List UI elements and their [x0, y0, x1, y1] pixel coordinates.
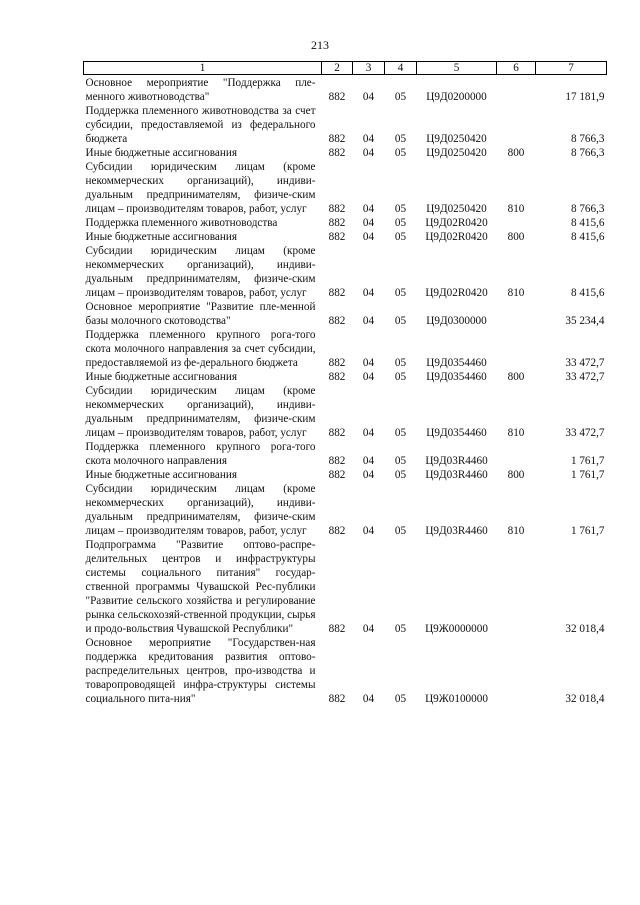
row-target-article: Ц9Д02R0420	[425, 217, 488, 229]
row-subsection: 05	[394, 217, 407, 229]
row-target-article: Ц9Д02R0420	[425, 231, 488, 243]
table-row	[84, 160, 607, 216]
row-subsection: 05	[394, 203, 407, 215]
row-section: 04	[362, 525, 375, 537]
row-subsection: 05	[394, 147, 407, 159]
column-header-1: 1	[84, 62, 322, 75]
table-row	[84, 75, 607, 105]
row-name: Основное мероприятие "Государствен-ная поддержка кредитования развития оптово-распределительных центров, про-изводства и товаропроводящей инфра-структуры системы социального пита-ния"	[85, 637, 316, 705]
row-expense-type	[497, 538, 536, 636]
row-expense-type: 800	[507, 371, 525, 383]
row-expense-type	[497, 216, 536, 230]
table-row	[84, 370, 607, 384]
row-expense-type	[497, 636, 536, 706]
table-row	[84, 328, 607, 370]
table-row	[84, 384, 607, 440]
row-expense-type: 810	[507, 427, 525, 439]
table-header	[84, 62, 607, 75]
row-amount: 33 472,7	[565, 357, 605, 369]
row-admin-code: 882	[328, 469, 346, 481]
column-header-5: 5	[417, 62, 497, 75]
row-amount: 8 766,3	[570, 133, 605, 145]
row-name: Поддержка племенного животноводства	[85, 217, 278, 229]
table-row	[84, 538, 607, 636]
row-expense-type	[497, 328, 536, 370]
row-name: Субсидии юридическим лицам (кроме некоммерческих организаций), индиви-дуальным предпринимателям, физиче-ским лицам – производителям товаров, работ, услуг	[85, 385, 316, 439]
row-target-article: Ц9Д03R4460	[425, 455, 488, 467]
row-name: Иные бюджетные ассигнования	[85, 231, 237, 243]
table-row	[84, 104, 607, 146]
row-amount: 1 761,7	[570, 469, 605, 481]
row-subsection: 05	[394, 315, 407, 327]
row-admin-code: 882	[328, 315, 346, 327]
row-subsection: 05	[394, 357, 407, 369]
column-header-3: 3	[353, 62, 385, 75]
row-section: 04	[362, 469, 375, 481]
row-target-article: Ц9Д0354460	[426, 357, 487, 369]
row-expense-type	[497, 104, 536, 146]
row-target-article: Ц9Д0250420	[426, 203, 487, 215]
page-number: 213	[311, 38, 329, 52]
row-expense-type: 810	[507, 203, 525, 215]
row-amount: 33 472,7	[565, 371, 605, 383]
row-section: 04	[362, 203, 375, 215]
row-name: Поддержка племенного животноводства за счет субсидии, предоставляемой из федерального бюджета	[85, 105, 316, 145]
row-amount: 8 415,6	[570, 287, 605, 299]
row-name: Субсидии юридическим лицам (кроме некоммерческих организаций), индиви-дуальным предпринимателям, физиче-ским лицам – производителям товаров, работ, услуг	[85, 161, 316, 215]
table-row	[84, 216, 607, 230]
row-section: 04	[362, 371, 375, 383]
row-section: 04	[362, 133, 375, 145]
row-expense-type	[497, 75, 536, 105]
row-name: Основное мероприятие "Поддержка пле-менного животноводства"	[85, 77, 316, 103]
row-name: Иные бюджетные ассигнования	[85, 469, 237, 481]
row-subsection: 05	[394, 427, 407, 439]
row-target-article: Ц9Д0250420	[426, 147, 487, 159]
table-row	[84, 440, 607, 468]
row-amount: 1 761,7	[570, 455, 605, 467]
row-expense-type: 800	[507, 147, 525, 159]
row-subsection: 05	[394, 623, 407, 635]
row-target-article: Ц9Д03R4460	[425, 469, 488, 481]
row-target-article: Ц9Ж0000000	[425, 623, 488, 635]
row-admin-code: 882	[328, 217, 346, 229]
row-admin-code: 882	[328, 525, 346, 537]
row-target-article: Ц9Д02R0420	[425, 287, 488, 299]
column-header-2: 2	[322, 62, 353, 75]
row-amount: 32 018,4	[565, 623, 605, 635]
row-subsection: 05	[394, 371, 407, 383]
row-section: 04	[362, 231, 375, 243]
row-section: 04	[362, 357, 375, 369]
row-amount: 35 234,4	[565, 315, 605, 327]
row-subsection: 05	[394, 91, 407, 103]
row-section: 04	[362, 693, 375, 705]
row-admin-code: 882	[328, 427, 346, 439]
row-subsection: 05	[394, 231, 407, 243]
row-amount: 1 761,7	[570, 525, 605, 537]
row-name: Субсидии юридическим лицам (кроме некоммерческих организаций), индиви-дуальным предпринимателям, физиче-ским лицам – производителям товаров, работ, услуг	[85, 483, 316, 537]
row-section: 04	[362, 623, 375, 635]
row-section: 04	[362, 315, 375, 327]
table-row	[84, 244, 607, 300]
row-admin-code: 882	[328, 91, 346, 103]
table-row	[84, 468, 607, 482]
row-target-article: Ц9Д0300000	[426, 315, 487, 327]
row-target-article: Ц9Д0354460	[426, 371, 487, 383]
row-target-article: Ц9Д03R4460	[425, 525, 488, 537]
column-header-6: 6	[497, 62, 536, 75]
row-expense-type: 800	[507, 231, 525, 243]
row-expense-type	[497, 440, 536, 468]
row-name: Иные бюджетные ассигнования	[85, 371, 237, 383]
row-admin-code: 882	[328, 231, 346, 243]
row-admin-code: 882	[328, 455, 346, 467]
row-expense-type	[497, 300, 536, 328]
column-header-4: 4	[385, 62, 417, 75]
column-header-7: 7	[536, 62, 607, 75]
row-subsection: 05	[394, 525, 407, 537]
row-name: Основное мероприятие "Развитие пле-менной базы молочного скотоводства"	[85, 301, 316, 327]
table-row	[84, 300, 607, 328]
row-section: 04	[362, 427, 375, 439]
row-expense-type: 810	[507, 287, 525, 299]
row-amount: 8 415,6	[570, 231, 605, 243]
row-subsection: 05	[394, 287, 407, 299]
row-admin-code: 882	[328, 357, 346, 369]
row-target-article: Ц9Д0354460	[426, 427, 487, 439]
row-amount: 33 472,7	[565, 427, 605, 439]
row-amount: 17 181,9	[565, 91, 605, 103]
row-section: 04	[362, 455, 375, 467]
row-target-article: Ц9Ж0100000	[425, 693, 488, 705]
row-admin-code: 882	[328, 371, 346, 383]
row-subsection: 05	[394, 693, 407, 705]
row-name: Подпрограмма "Развитие оптово-распре-делительных центров и инфраструктуры системы социального питания" государ-ственной программы Чувашской Рес-публики "Развитие сельского хозяйства и регулирование рынка сельскохозяй-ственной продукции, сырья и продо-вольствия Чувашской Республики"	[85, 539, 316, 635]
header-row	[84, 62, 607, 75]
table-row	[84, 636, 607, 706]
row-subsection: 05	[394, 469, 407, 481]
row-name: Поддержка племенного крупного рога-того скота молочного направления за счет субсидии, предоставляемой из фе-дерального бюджета	[85, 329, 316, 369]
row-name: Иные бюджетные ассигнования	[85, 147, 237, 159]
row-admin-code: 882	[328, 623, 346, 635]
table-body	[84, 75, 607, 707]
table-row	[84, 146, 607, 160]
row-expense-type: 800	[507, 469, 525, 481]
row-subsection: 05	[394, 133, 407, 145]
row-target-article: Ц9Д0250420	[426, 133, 487, 145]
row-admin-code: 882	[328, 203, 346, 215]
row-amount: 8 766,3	[570, 147, 605, 159]
table-row	[84, 230, 607, 244]
row-section: 04	[362, 91, 375, 103]
table-row	[84, 482, 607, 538]
budget-table	[83, 61, 607, 706]
row-admin-code: 882	[328, 147, 346, 159]
row-amount: 8 415,6	[570, 217, 605, 229]
row-section: 04	[362, 147, 375, 159]
row-expense-type: 810	[507, 525, 525, 537]
row-admin-code: 882	[328, 693, 346, 705]
row-admin-code: 882	[328, 287, 346, 299]
row-section: 04	[362, 287, 375, 299]
row-amount: 8 766,3	[570, 203, 605, 215]
row-target-article: Ц9Д0200000	[426, 91, 487, 103]
row-admin-code: 882	[328, 133, 346, 145]
row-section: 04	[362, 217, 375, 229]
row-name: Субсидии юридическим лицам (кроме некоммерческих организаций), индиви-дуальным предпринимателям, физиче-ским лицам – производителям товаров, работ, услуг	[85, 245, 316, 299]
row-name: Поддержка племенного крупного рога-того скота молочного направления	[85, 441, 316, 467]
row-amount: 32 018,4	[565, 693, 605, 705]
row-subsection: 05	[394, 455, 407, 467]
